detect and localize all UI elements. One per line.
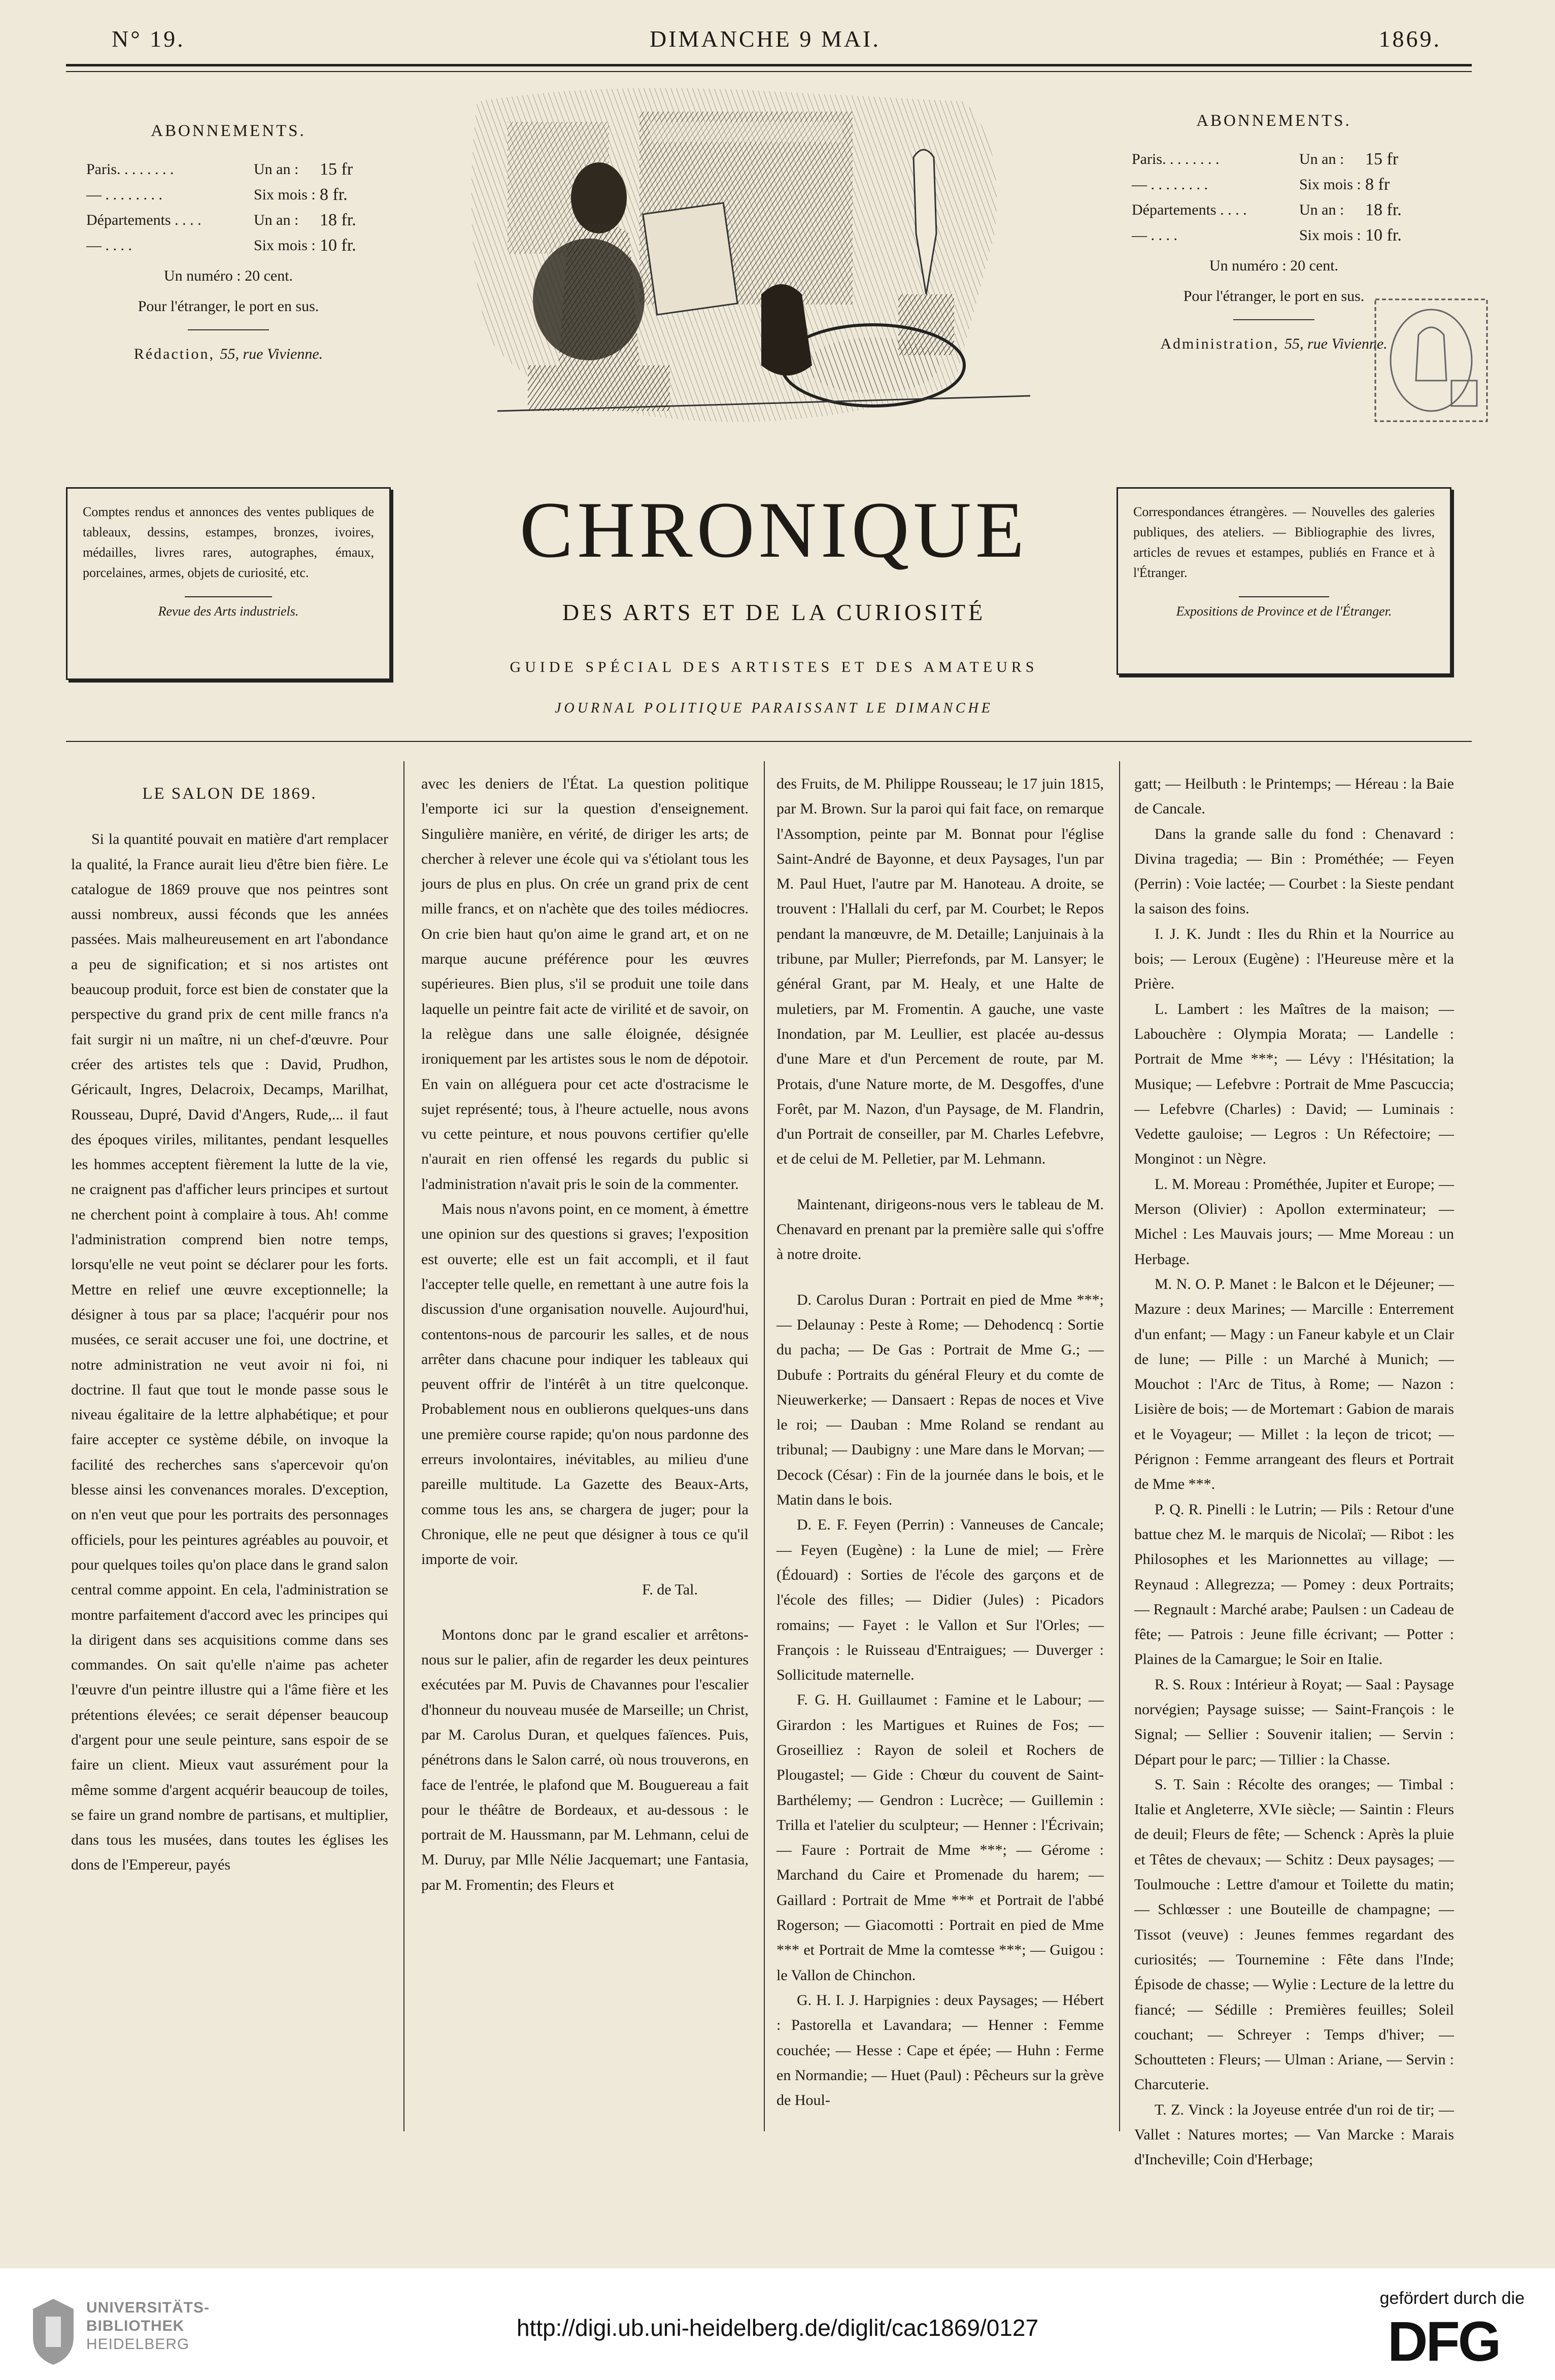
short-rule bbox=[1233, 319, 1314, 320]
article-paragraph: Montons donc par le grand escalier et arrêtons-nous sur le palier, afin de regarder les deux peintures exécutées par M. Puvis de Chavannes pour l'escalier d'honneur du nouveau musée de Marseille; un Christ, par M. Carolus Duran, et quelques faïences. Puis, pénétrons dans le Salon carré, où nous trouverons, en face de l'entrée, le plafond que M. Bouguereau a fait pour le théâtre de Bordeaux, et au-dessous : le portrait de M. Haussmann, par M. Lehmann, celui de M. Duruy, par Mlle Nélie Jacquemart; une Fantasia, par M. Fromentin; des Fleurs et bbox=[421, 1626, 749, 1893]
contents-box-right bbox=[1117, 487, 1451, 675]
top-rule bbox=[66, 64, 1472, 66]
article-paragraph: P. Q. R. Pinelli : le Lutrin; — Pils : Retour d'une battue chez M. le marquis de Nicolaï; — Ribot : les Philosophes et les Marionnettes au village; — Reynaud : Allegrezza; — Pomey : deux Portraits; — Regnault : Marché arabe; Paulsen : un Cadeau de fête; — Patrois : Jeune fille écrivant; — Potter : Plaines de la Camargue; le Soir en Italie. bbox=[1134, 1501, 1454, 1668]
issue-number: N° 19. bbox=[112, 26, 185, 52]
article-paragraph: Dans la grande salle du fond : Chenavard : Divina tragedia; — Bin : Prométhée; — Feyen (Perrin) : Voie lactée; — Courbet : la Sieste pendant la saison des foins. bbox=[1134, 825, 1454, 917]
article-heading: LE SALON DE 1869. bbox=[142, 785, 317, 803]
box-text: Comptes rendus et annonces des ventes publiques de tableaux, dessins, estampes, bronzes, ivoires, médailles, livres rares, autographes, émaux, porcelaines, armes, objets de curiosité, etc. bbox=[83, 504, 374, 580]
source-url-link[interactable]: http://digi.ub.uni-heidelberg.de/diglit/cac1869/0127 bbox=[516, 2315, 1039, 2341]
newspaper-subtitle: DES ARTS ET DE LA CURIOSITÉ bbox=[562, 599, 986, 625]
article-paragraph: S. T. Sain : Récolte des oranges; — Timbal : Italie et Angleterre, XVIe siècle; — Saintin : Fleurs de deuil; Fleurs de fête; — Schenck : Après la pluie et Têtes de chevaux; — Schitz : Deux paysages; — Toulmouche : Lettre d'amour et Toilette du matin; — Schlœsser : une Bouteille de champagne; — Tissot (veuve) : Jeunes femmes regardant des curiosités; — Tournemine : Fête dans l'Inde; Épisode de chasse; — Wylie : Lecture de la lettre du fiancé; — Sédille : Premières feuilles; Soleil couchant; — Schreyer : Temps d'hiver; — Schoutteten : Fleurs; — Ulman : Ariane, — Servin : Charcuterie. bbox=[1134, 1776, 1454, 2093]
subscription-row: — . . . . Six mois : 10 fr. bbox=[1132, 226, 1402, 245]
article-column-1 bbox=[71, 771, 388, 2126]
funder-logo: DFG bbox=[1388, 2310, 1500, 2373]
article-paragraph: L. Lambert : les Maîtres de la maison; — Labouchère : Olympia Morata; — Landelle : Portrait de Mme ***; — Lévy : l'Hésitation; la Musique; — Lefebvre : Portrait de Mme Pascuccia; — Lefebvre (Charles) : David; — Luminais : Vedette gauloise; — Legros : Un Réfectoire; — Monginot : un Nègre. bbox=[1134, 1000, 1454, 1168]
column-rule bbox=[764, 761, 765, 2131]
article-paragraph: Si la quantité pouvait en matière d'art remplacer la qualité, la France aurait lieu d'être bien fière. Le catalogue de 1869 prouve que nos peintres sont aussi nombreux, aussi féconds que les années passées. Mais malheureusement en art l'abondance a peu de signification; et si nos artistes ont beaucoup produit, force est bien de constater que la perspective du grand prix de cent mille francs n'a fait surgir ni un maître, ni un chef-d'œuvre. Pour créer des artistes tels que : David, Prudhon, Géricault, Ingres, Delacroix, Decamps, Marilhat, Rousseau, Dupré, David d'Angers, Rude,... il faut des époques viriles, militantes, pendant lesquelles les hommes acceptent fièrement la lutte de la vie, ne craignent pas d'afficher leurs principes et surtout ne cherchent point à complaire à tous. Ah! comme l'administration comprend bien notre temps, lorsqu'elle ne veut point se déclarer pour les forts. Mettre en relief une œuvre exceptionnelle; la désigner à tous par sa place; l'acquérir pour nos musées, ce serait accuser une foi, une doctrine, et notre administration ne veut avoir ni foi, ni doctrine. Il faut que tout le monde passe sous le niveau égalitaire de la lettre alphabétique; et pour faire accepter ce système débile, on invoque la facilité des recherches sans s'apercevoir qu'on blesse ainsi les convenances morales. D'exception, on n'en veut que pour les portraits des personnages officiels, pour les peintures agréables au pouvoir, et pour quelques toiles qu'on place dans le grand salon central comme appoint. En cela, l'administration se montre parfaitement d'accord avec les principes qui la dirigent dans ses acquisitions comme dans ses commandes. On sait qu'elle n'aime pas acheter l'œuvre d'un peintre illustre qui a l'âme fière et les prétentions élevées; ce serait dépenser beaucoup d'argent pour une seule peinture, sans espoir de se faire un client. Mieux vaut assurément pour la même somme d'argent acquérir beaucoup de toiles, se faire un grand nombre de partisans, et multiplier, dans tous les musées, dans toutes les églises les dons de l'Empereur, payés bbox=[71, 831, 388, 1874]
article-paragraph: Maintenant, dirigeons-nous vers le tableau de M. Chenavard en prenant par la première salle qui s'offre à notre droite. bbox=[776, 1196, 1104, 1263]
box-footer: Revue des Arts industriels. bbox=[83, 596, 374, 622]
single-issue-price: Un numéro : 20 cent. bbox=[1209, 257, 1339, 274]
short-rule bbox=[188, 329, 269, 330]
subscriptions-heading: ABONNEMENTS. bbox=[151, 122, 306, 140]
newspaper-tagline: JOURNAL POLITIQUE PARAISSANT LE DIMANCHE bbox=[555, 700, 993, 716]
article-paragraph: D. Carolus Duran : Portrait en pied de Mme ***; — Delaunay : Peste à Rome; — Dehodencq : Sortie du pacha; — De Gas : Portrait de Mme G.; — Dubufe : Portraits du général Fleury et du comte de Nieuwerkerke; — Dansaert : Repas de noces et Vive le roi; — Dauban : Mme Roland se rendant au tribunal; — Daubigny : une Mare dans le Morvan; — Decock (César) : Fin de la journée dans le bois, et le Matin dans le bois. bbox=[776, 1291, 1104, 1509]
article-paragraph: F. G. H. Guillaumet : Famine et le Labour; — Girardon : les Martigues et Ruines de Fos; — Groseilliez : Rayon de soleil et Rochers de Plougastel; — Gide : Chœur du couvent de Saint-Barthélemy; — Gendron : Lucrèce; — Guillemin : Trilla et l'atelier du sculpteur; — Henner : l'Écrivain; — Faure : Portrait de Mme ***; — Gérome : Marchand du Caire et Promenade du harem; — Gaillard : Portrait de Mme *** et Portrait de l'abbé Rogerson; — Giacomotti : Portrait en pied de Mme *** et Portrait de Mme la comtesse ***; — Guigou : le Vallon de Chinchon. bbox=[776, 1691, 1104, 1984]
subscription-row: Paris. . . . . . . . Un an : 15 fr bbox=[1132, 150, 1399, 168]
article-column-2 bbox=[421, 771, 749, 2126]
article-paragraph: M. N. O. P. Manet : le Balcon et le Déjeuner; — Mazure : deux Marines; — Marcille : Enterrement d'un enfant; — Magy : un Faneur kabyle et un Clair de lune; — Pille : un Marché à Munich; — Mouchot : l'Arc de Titus, à Rome; — Nazon : Lisière de bois; — de Mortemart : Gabion de marais et le Voyageur; — Millet : la leçon de tricot; — Pérignon : Femme arrangeant des fleurs et Portrait de Mme ***. bbox=[1134, 1275, 1454, 1493]
subscription-row: — . . . . . . . . Six mois : 8 fr. bbox=[86, 185, 348, 204]
newspaper-guide: GUIDE SPÉCIAL DES ARTISTES ET DES AMATEURS bbox=[510, 659, 1038, 675]
column-rule bbox=[1119, 761, 1120, 2131]
single-issue-price: Un numéro : 20 cent. bbox=[163, 267, 293, 284]
article-paragraph: gatt; — Heilbuth : le Printemps; — Héreau : la Baie de Cancale. bbox=[1134, 775, 1454, 818]
subscriptions-heading: ABONNEMENTS. bbox=[1196, 112, 1351, 130]
redaction-address: Rédaction, 55, rue Vivienne. bbox=[133, 346, 323, 362]
column-rule bbox=[403, 761, 404, 2131]
article-signature: F. de Tal. bbox=[642, 1581, 698, 1598]
masthead-bottom-rule bbox=[66, 741, 1472, 742]
subscription-row: Paris. . . . . . . . Un an : 15 fr bbox=[86, 160, 353, 179]
funding-note: gefördert durch die bbox=[1379, 2289, 1525, 2308]
box-text: Correspondances étrangères. — Nouvelles des galeries publiques, des ateliers. — Bibliographie des livres, articles de revues et estampes, publiés en France et à l'Étranger. bbox=[1133, 504, 1435, 580]
masthead-line bbox=[66, 25, 1472, 61]
article-paragraph: L. M. Moreau : Prométhée, Jupiter et Europe; — Merson (Olivier) : Apollon exterminateur; — Michel : Les Mauvais jours; — Mme Moreau : un Herbage. bbox=[1134, 1175, 1454, 1268]
newspaper-title: CHRONIQUE bbox=[519, 486, 1029, 574]
masthead-engraving bbox=[447, 81, 1101, 457]
article-paragraph: des Fruits, de M. Philippe Rousseau; le 17 juin 1815, par M. Brown. Sur la paroi qui fait face, on remarque l'Assomption, peinte par M. Bonnat pour l'église Saint-André de Bayonne, et deux Paysages, l'un par M. Paul Huet, l'autre par M. Hanoteau. A droite, se trouvent : l'Hallali du cerf, par M. Courbet; le Repos pendant la manœuvre, de M. Detaille; Lanjuinais à la tribune, par Muller; Pierrefonds, par M. Lansyer; le général Grant, par M. Healy, et une Halte de muletiers, par M. Fromentin. A gauche, une vaste Inondation, par M. Leullier, est placée au-dessus d'une Mare et d'un Percement de route, par M. Protais, d'une Nature morte, de M. Desgoffes, d'une Forêt, par M. Nazon, d'un Paysage, de M. Flandrin, d'un Portrait de conseiller, par M. Charles Lefebvre, et de celui de M. Pelletier, par M. Lehmann. bbox=[776, 775, 1104, 1168]
subscriptions-left bbox=[86, 122, 370, 363]
issue-year: 1869. bbox=[1378, 26, 1441, 52]
issue-date: DIMANCHE 9 MAI. bbox=[650, 26, 881, 52]
postage-stamp-icon bbox=[1370, 294, 1492, 426]
top-rule-thin bbox=[66, 71, 1472, 72]
article-paragraph: R. S. Roux : Intérieur à Royat; — Saal : Paysage norvégien; Paysage suisse; — Saint-François : le Signal; — Sellier : Souvenir italien; — Servin : Départ pour le parc; — Tillier : la Chasse. bbox=[1134, 1676, 1454, 1768]
article-paragraph: D. E. F. Feyen (Perrin) : Vanneuses de Cancale; — Feyen (Eugène) : la Lune de miel; — Frère (Édouard) : Sorties de l'école des garçons et de l'école des filles; — Didier (Jules) : Picadors romains; — Fayet : le Vallon et Sur l'Orles; — François : le Ruisseau d'Entraigues; — Duverger : Sollicitude maternelle. bbox=[776, 1516, 1104, 1684]
contents-box-left bbox=[66, 487, 391, 680]
subscription-row: — . . . . Six mois : 10 fr. bbox=[86, 236, 356, 255]
box-footer: Expositions de Province et de l'Étranger. bbox=[1133, 596, 1435, 622]
subscription-row: Départements . . . . Un an : 18 fr. bbox=[86, 211, 356, 229]
article-column-3 bbox=[776, 771, 1104, 2126]
subscription-row: — . . . . . . . . Six mois : 8 fr bbox=[1132, 175, 1390, 194]
article-paragraph: avec les deniers de l'État. La question politique l'emporte ici sur la question d'enseignement. Singulière manière, en vérité, de diriger les arts; de chercher à relever une école qui va s'étiolant tous les jours de plus en plus. On crée un grand prix de cent mille francs, et on n'achète que des toiles médiocres. On crie bien haut qu'on aime le grand art, et on ne marque aucune préférence pour les œuvres supérieures. Bien plus, s'il se produit une toile dans laquelle un peintre fait acte de virilité et de savoir, on la relègue dans une salle éloignée, désignée ironiquement par les artistes sous le nom de dépotoir. En vain on alléguera pour cet acte d'ostracisme le sujet représenté; tous, à l'heure actuelle, nous avons vu cette peinture, et nous pouvons certifier qu'elle n'aurait en rien offensé les regards du public si l'administration n'avait pris le soin de la commenter. bbox=[421, 775, 749, 1193]
article-paragraph: G. H. I. J. Harpignies : deux Paysages; — Hébert : Pastorella et Lavandara; — Henner : Femme couchée; — Hesse : Cape et épée; — Huhn : Ferme en Normandie; — Huet (Paul) : Pêcheurs sur la grève de Houl- bbox=[776, 1991, 1104, 2109]
foreign-postage: Pour l'étranger, le port en sus. bbox=[1183, 288, 1365, 304]
article-paragraph: Mais nous n'avons point, en ce moment, à émettre une opinion sur des questions si graves; l'exposition est ouverte; elle est un fait accompli, et il faut l'accepter telle quelle, en remettant à une autre fois la discussion d'une organisation nouvelle. Aujourd'hui, contentons-nous de parcourir les salles, et de nous arrêter dans chacune pour indiquer les tableaux qui peuvent offrir de l'intérêt à un titre quelconque. Probablement nous en oublierons quelques-uns dans une première course rapide; qu'on nous pardonne des erreurs involontaires, inévitables, au milieu d'une pareille multitude. La Gazette des Beaux-Arts, comme tous les ans, se chargera de juger; pour la Chronique, elle ne peut que désigner à tous ce qu'il importe de voir. bbox=[421, 1201, 749, 1568]
article-paragraph: I. J. K. Jundt : Iles du Rhin et la Nourrice au bois; — Leroux (Eugène) : l'Heureuse mère et la Prière. bbox=[1134, 925, 1454, 993]
article-paragraph: T. Z. Vinck : la Joyeuse entrée d'un roi de tir; — Vallet : Natures mortes; — Van Marcke : Marais d'Incheville; Coin d'Herbage; bbox=[1134, 2101, 1454, 2168]
administration-address: Administration, 55, rue Vivienne. bbox=[1160, 335, 1388, 352]
viewer-footer bbox=[0, 2268, 1555, 2380]
institution-name: UNIVERSITÄTS- BIBLIOTHEK HEIDELBERG bbox=[86, 2299, 210, 2353]
foreign-postage: Pour l'étranger, le port en sus. bbox=[138, 298, 319, 315]
article-column-4 bbox=[1134, 771, 1454, 2168]
subscription-row: Départements . . . . Un an : 18 fr. bbox=[1132, 200, 1402, 219]
